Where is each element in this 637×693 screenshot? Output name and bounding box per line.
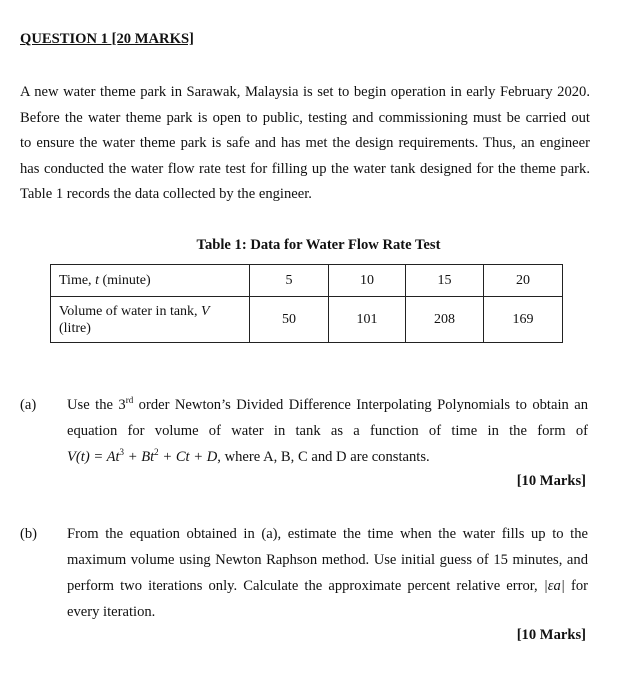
table-caption: Table 1: Data for Water Flow Rate Test	[196, 237, 441, 253]
intro-paragraph	[20, 80, 590, 208]
table-cell: 208	[406, 297, 484, 343]
table-cell: 101	[329, 297, 406, 343]
intro-line: Table 1 records the data collected by the engineer.	[20, 186, 312, 202]
table-row-time	[51, 265, 563, 297]
part-b-label: (b)	[20, 526, 38, 542]
equation: $V(t) = At^3 + Bt^2 + Ct + D$, where A, B, C and D are constants.	[67, 447, 430, 465]
table-cell: 20	[484, 265, 563, 297]
intro-line: to ensure the water theme park is safe and has met the design requirements. Thus, an engineer	[20, 135, 590, 151]
part-a-label: (a)	[20, 397, 37, 413]
intro-line: Before the water theme park is open to public, testing and commissioning must be carried out	[20, 109, 590, 126]
table-cell: 5	[250, 265, 329, 297]
table-cell: 169	[484, 297, 563, 343]
intro-line: has conducted the water flow rate test for filling up the water tank designed for the theme park.	[20, 160, 590, 177]
row-header-time: Time, t (minute)	[51, 265, 250, 297]
question-heading: QUESTION 1 [20 MARKS]	[20, 31, 194, 47]
part-b-marks: [10 Marks]	[516, 627, 586, 643]
part-b-text: From the equation obtained in (a), estimate the time when the water fills up to the maximum volume using Newton Raphson method. Use initial guess of 15 minutes, and perform two iterations only. Calculate the approximate percent relative error, |εa| for every iteration.	[67, 526, 588, 620]
table-row-volume	[51, 297, 563, 343]
row-header-volume: Volume of water in tank, V (litre)	[51, 297, 250, 343]
table-cell: 50	[250, 297, 329, 343]
part-a-text: Use the 3rd order Newton’s Divided Difference Interpolating Polynomials to obtain an equation for volume of water in tank as a function of time in the form of $V(t) = At^3 + Bt^2 + Ct + D$, where A, B, C and D are constants.	[67, 392, 588, 470]
relative-error-symbol: |εa|	[543, 578, 565, 594]
table-cell: 15	[406, 265, 484, 297]
part-a-marks: [10 Marks]	[516, 473, 586, 489]
intro-line: A new water theme park in Sarawak, Malaysia is set to begin operation in early February 2020.	[20, 84, 590, 100]
table-cell: 10	[329, 265, 406, 297]
flow-rate-table	[50, 264, 563, 343]
